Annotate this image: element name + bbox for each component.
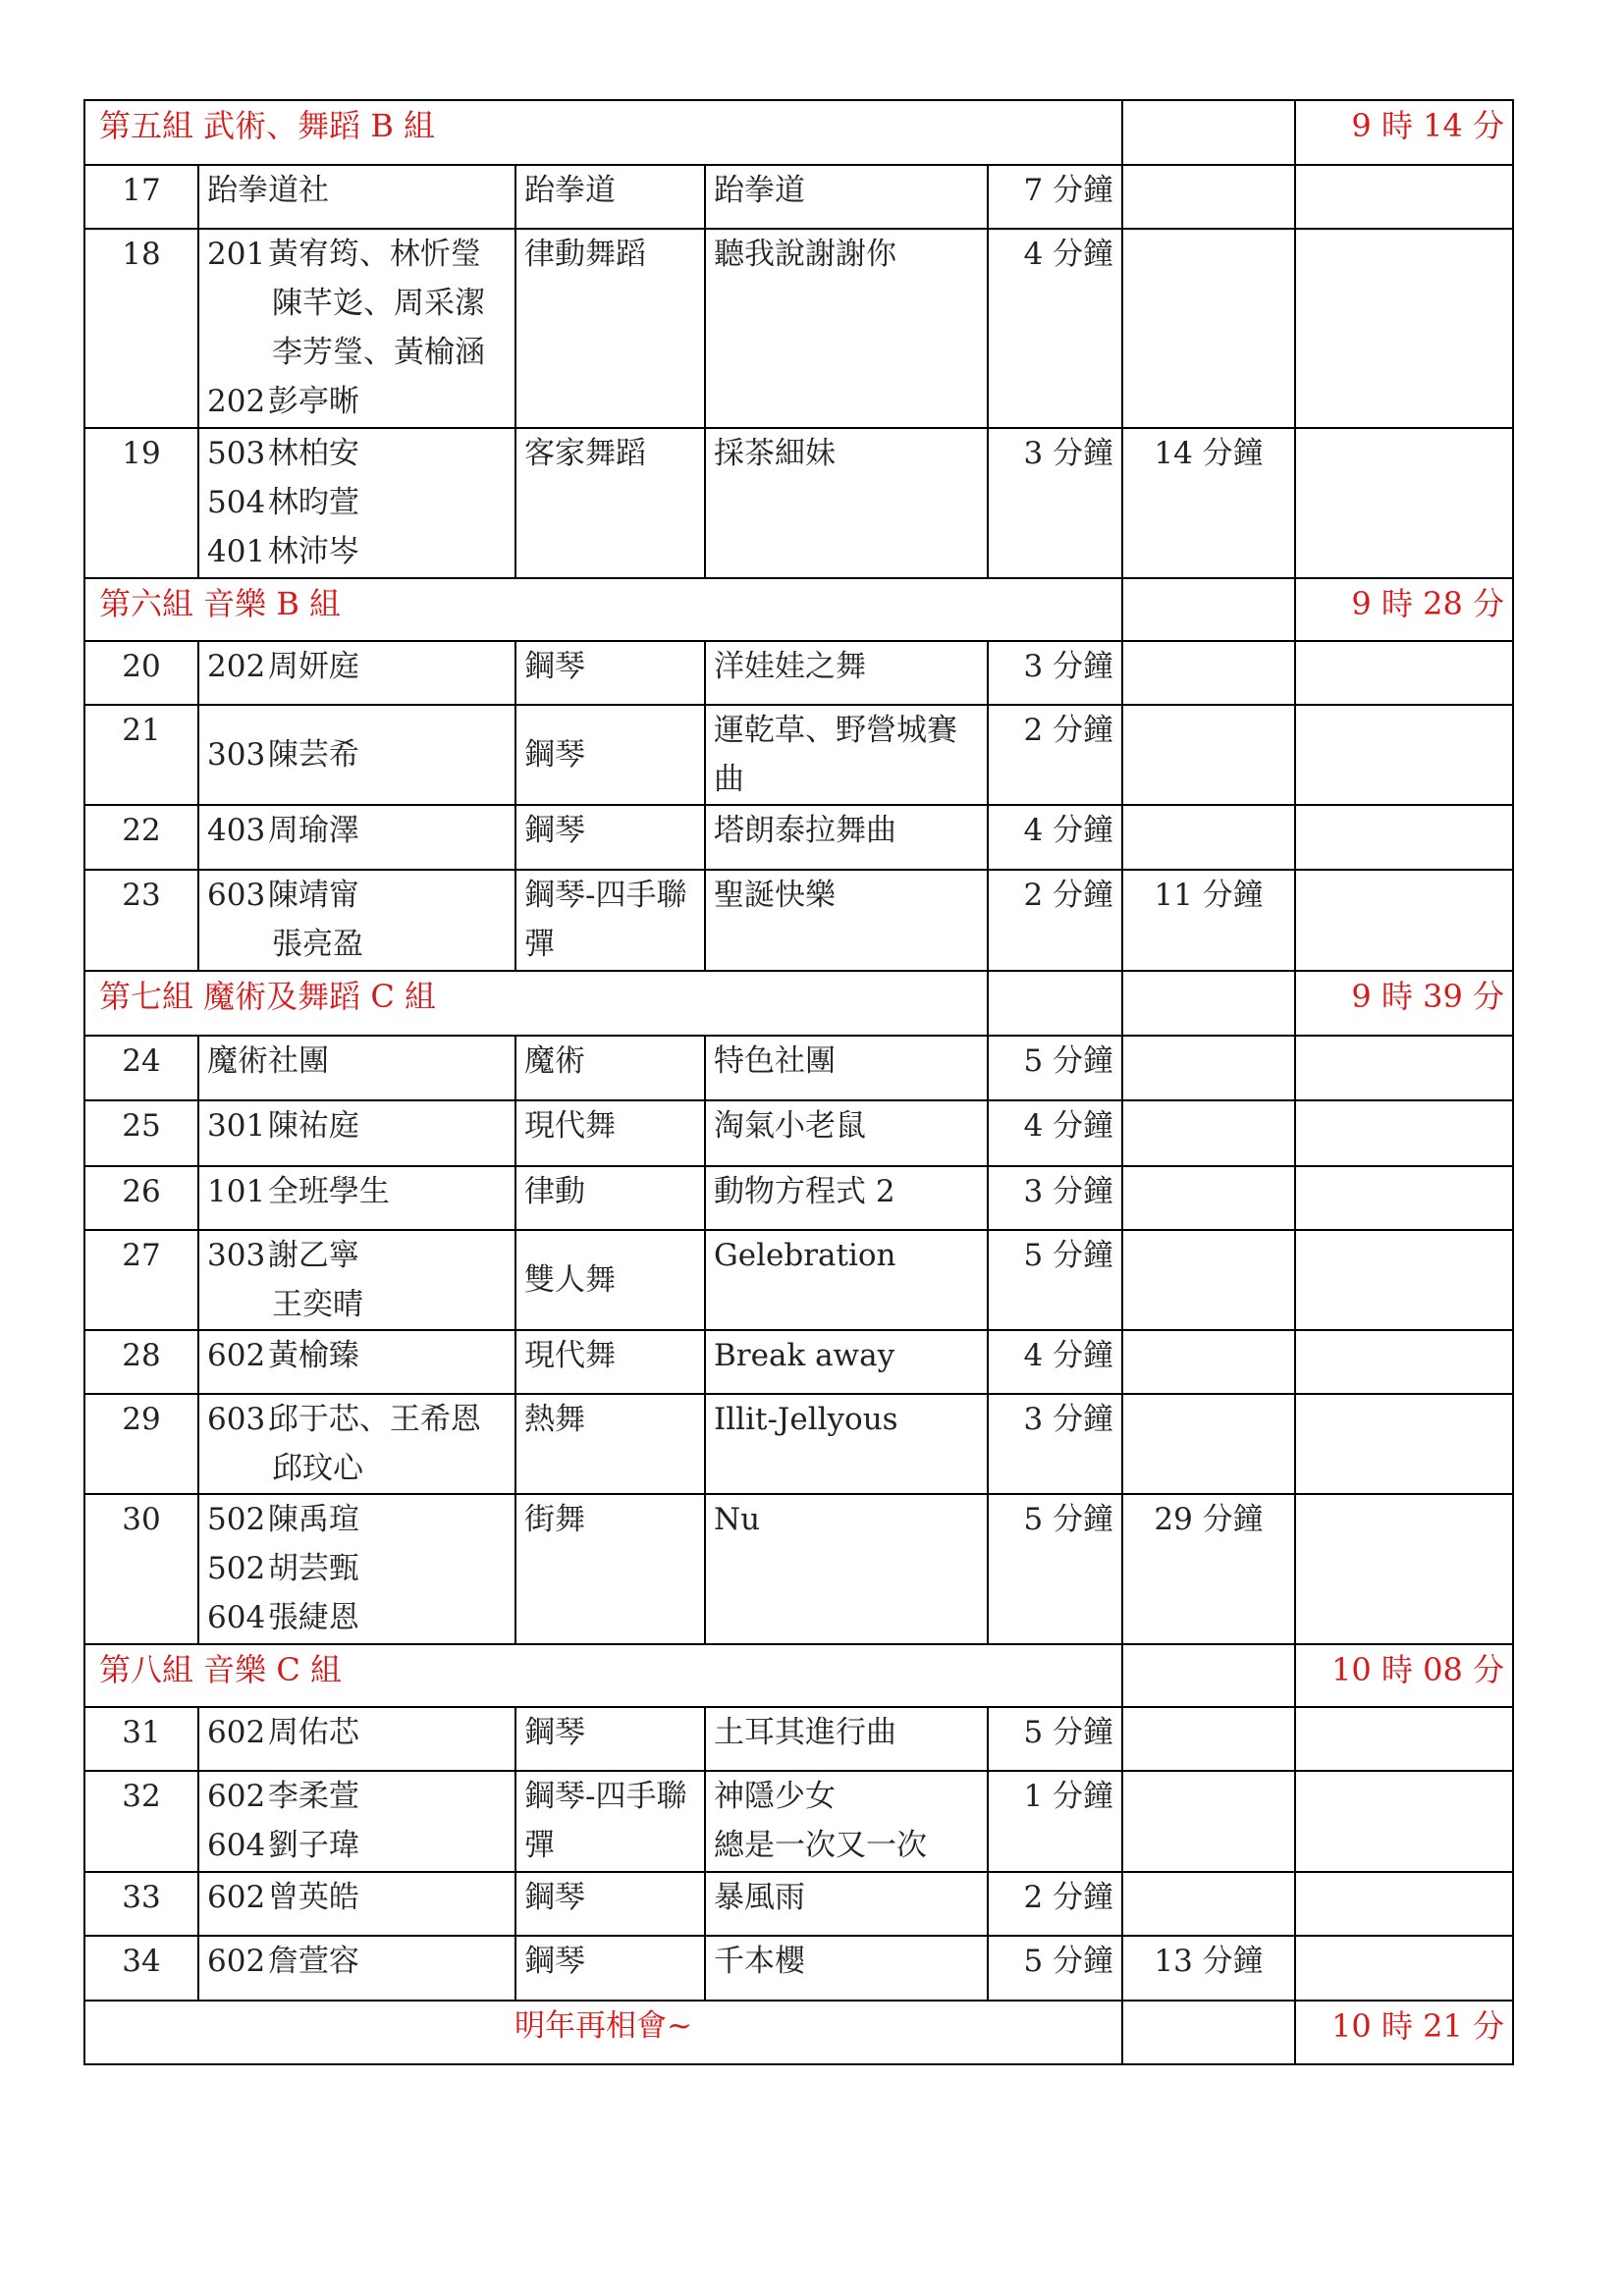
- group-start-time: 9 時 39 分: [1295, 971, 1513, 1036]
- class-number: 303: [207, 1238, 266, 1273]
- piece-title: [705, 1330, 988, 1394]
- piece-line: 特色社團: [714, 1043, 836, 1079]
- group-total: [1122, 1166, 1295, 1230]
- group-start-time: 10 時 08 分: [1295, 1644, 1513, 1707]
- empty-cell: [1122, 578, 1295, 641]
- program-row: [84, 1166, 1513, 1230]
- empty-cell: [1295, 805, 1513, 870]
- performers-cell: [198, 1394, 515, 1494]
- group-total: 14 分鐘: [1122, 428, 1295, 578]
- category: 跆拳道: [515, 165, 705, 229]
- performers-cell: [198, 229, 515, 428]
- class-number: 504: [207, 485, 266, 520]
- empty-cell: [1122, 971, 1295, 1036]
- performer-line: [207, 871, 507, 920]
- performer-names: 全班學生: [267, 1174, 390, 1209]
- piece-title: [705, 165, 988, 229]
- performer-names: 彭亭晰: [267, 384, 359, 419]
- empty-cell: [1295, 1100, 1513, 1166]
- performers-cell: [198, 1707, 515, 1771]
- empty-cell: [1295, 1707, 1513, 1771]
- empty-cell: [1122, 1644, 1295, 1707]
- group-total: [1122, 1872, 1295, 1936]
- class-number: 602: [207, 1715, 266, 1750]
- class-number: 403: [207, 813, 266, 848]
- program-row: [84, 641, 1513, 705]
- class-number: 502: [207, 1551, 266, 1586]
- program-row: [84, 165, 1513, 229]
- group-title: 第七組 魔術及舞蹈 C 組: [84, 971, 988, 1036]
- group-start-time: 9 時 28 分: [1295, 578, 1513, 641]
- group-total: [1122, 705, 1295, 805]
- performers-cell: [198, 1494, 515, 1644]
- item-number: 28: [84, 1330, 198, 1394]
- group-total: [1122, 1707, 1295, 1771]
- program-row: [84, 1771, 1513, 1872]
- category: 雙人舞: [515, 1230, 705, 1330]
- program-row: [84, 1936, 1513, 2001]
- item-number: 30: [84, 1494, 198, 1644]
- group-total: [1122, 165, 1295, 229]
- performer-names: 陳祐庭: [267, 1108, 359, 1144]
- performers-cell: [198, 1330, 515, 1394]
- piece-line: 跆拳道: [714, 173, 805, 208]
- group-title: 第八組 音樂 C 組: [84, 1644, 1122, 1707]
- empty-cell: [988, 971, 1122, 1036]
- program-row: [84, 1707, 1513, 1771]
- performer-names: 謝乙寧: [267, 1238, 359, 1273]
- piece-title: [705, 1166, 988, 1230]
- program-row: [84, 1230, 1513, 1330]
- duration: 2 分鐘: [988, 1872, 1122, 1936]
- group-total: 29 分鐘: [1122, 1494, 1295, 1644]
- category: 律動: [515, 1166, 705, 1230]
- performer-line: [207, 1544, 507, 1593]
- empty-cell: [1295, 1230, 1513, 1330]
- program-row: [84, 1036, 1513, 1100]
- item-number: 21: [84, 705, 198, 805]
- program-row: [84, 1100, 1513, 1166]
- category: 魔術: [515, 1036, 705, 1100]
- class-number: 602: [207, 1880, 266, 1915]
- empty-cell: [1122, 100, 1295, 165]
- class-number: 602: [207, 1338, 266, 1373]
- item-number: 34: [84, 1936, 198, 2001]
- category: 街舞: [515, 1494, 705, 1644]
- piece-title: [705, 1100, 988, 1166]
- empty-cell: [1295, 870, 1513, 971]
- performer-names: 林沛岑: [267, 534, 359, 569]
- performer-line: [207, 279, 507, 328]
- group-total: [1122, 1771, 1295, 1872]
- piece-title: [705, 1771, 988, 1872]
- duration: 2 分鐘: [988, 870, 1122, 971]
- performer-line: [207, 478, 507, 527]
- duration: 4 分鐘: [988, 1330, 1122, 1394]
- performer-line: [207, 1331, 507, 1380]
- item-number: 24: [84, 1036, 198, 1100]
- performers-cell: [198, 1230, 515, 1330]
- performers-cell: [198, 1036, 515, 1100]
- performer-names: 李柔萱: [267, 1779, 359, 1814]
- performer-line: [207, 806, 507, 855]
- group-header-row: [84, 971, 1513, 1036]
- piece-line: Gelebration: [714, 1238, 896, 1273]
- performer-line: [207, 920, 507, 969]
- performer-line: [207, 166, 507, 215]
- class-number: 602: [207, 1779, 266, 1814]
- empty-cell: [1295, 428, 1513, 578]
- class-number: 502: [207, 1502, 266, 1537]
- piece-line: 總是一次又一次: [714, 1828, 927, 1863]
- piece-line: 千本櫻: [714, 1944, 805, 1979]
- duration: 5 分鐘: [988, 1707, 1122, 1771]
- empty-cell: [1295, 1771, 1513, 1872]
- performer-line: [207, 1231, 507, 1280]
- category: 律動舞蹈: [515, 229, 705, 428]
- empty-cell: [1295, 229, 1513, 428]
- piece-title: [705, 805, 988, 870]
- duration: 5 分鐘: [988, 1936, 1122, 2001]
- item-number: 32: [84, 1771, 198, 1872]
- performers-cell: [198, 1771, 515, 1872]
- performer-names: 陳芸希: [267, 737, 359, 773]
- performer-line: [207, 1937, 507, 1986]
- duration: 5 分鐘: [988, 1494, 1122, 1644]
- piece-title: [705, 1872, 988, 1936]
- performer-names: 李芳瑩、黃榆涵: [272, 335, 485, 370]
- group-total: [1122, 1230, 1295, 1330]
- duration: 7 分鐘: [988, 165, 1122, 229]
- group-total: [1122, 1036, 1295, 1100]
- program-row: [84, 229, 1513, 428]
- duration: 3 分鐘: [988, 641, 1122, 705]
- program-row: [84, 705, 1513, 805]
- performer-line: [207, 1708, 507, 1757]
- duration: 5 分鐘: [988, 1036, 1122, 1100]
- class-number: 101: [207, 1174, 266, 1209]
- performer-names: 劉子瑋: [267, 1828, 359, 1863]
- item-number: 26: [84, 1166, 198, 1230]
- duration: 4 分鐘: [988, 805, 1122, 870]
- group-header-row: [84, 578, 1513, 641]
- performer-names: 曾英皓: [267, 1880, 359, 1915]
- piece-line: 採茶細妹: [714, 436, 836, 471]
- group-total: [1122, 229, 1295, 428]
- category: 鋼琴-四手聯彈: [515, 1771, 705, 1872]
- performer-line: [207, 527, 507, 576]
- piece-line: 運乾草、野營城賽: [714, 713, 957, 748]
- performer-names: 跆拳道社: [207, 173, 329, 208]
- piece-title: [705, 870, 988, 971]
- item-number: 33: [84, 1872, 198, 1936]
- performer-names: 黃榆臻: [267, 1338, 359, 1373]
- duration: 3 分鐘: [988, 1166, 1122, 1230]
- class-number: 603: [207, 1402, 266, 1437]
- piece-line: Illit-Jellyous: [714, 1402, 898, 1437]
- duration: 3 分鐘: [988, 1394, 1122, 1494]
- category: 熱舞: [515, 1394, 705, 1494]
- program-body: [84, 100, 1513, 2064]
- performer-names: 邱玟心: [272, 1451, 363, 1486]
- performer-names: 周妍庭: [267, 649, 359, 684]
- empty-cell: [1295, 1330, 1513, 1394]
- end-time: 10 時 21 分: [1295, 2001, 1513, 2064]
- performer-line: [207, 230, 507, 279]
- performer-names: 王奕晴: [272, 1287, 363, 1322]
- performer-names: 周瑜澤: [267, 813, 359, 848]
- performer-line: [207, 1037, 507, 1086]
- category: 鋼琴: [515, 641, 705, 705]
- class-number: 503: [207, 436, 266, 471]
- group-total: [1122, 641, 1295, 705]
- duration: 1 分鐘: [988, 1771, 1122, 1872]
- duration: 4 分鐘: [988, 1100, 1122, 1166]
- performer-names: 張亮盈: [272, 927, 363, 962]
- performer-names: 邱于芯、王希恩: [267, 1402, 481, 1437]
- performers-cell: [198, 870, 515, 971]
- piece-line: Nu: [714, 1502, 761, 1537]
- performer-names: 陳靖甯: [267, 878, 359, 913]
- performer-names: 魔術社團: [207, 1043, 329, 1079]
- program-row: [84, 805, 1513, 870]
- piece-title: [705, 1936, 988, 2001]
- performer-line: [207, 1593, 507, 1642]
- class-number: 603: [207, 878, 266, 913]
- program-table: [83, 99, 1514, 2065]
- performer-line: [207, 1772, 507, 1821]
- class-number: 301: [207, 1108, 266, 1144]
- performer-line: [207, 642, 507, 691]
- piece-line: 聽我說謝謝你: [714, 237, 896, 272]
- performer-line: [207, 1821, 507, 1870]
- program-row: [84, 870, 1513, 971]
- item-number: 19: [84, 428, 198, 578]
- duration: 2 分鐘: [988, 705, 1122, 805]
- program-row: [84, 1330, 1513, 1394]
- program-row: [84, 1872, 1513, 1936]
- class-number: 602: [207, 1944, 266, 1979]
- empty-cell: [1295, 1394, 1513, 1494]
- performer-names: 周佑芯: [267, 1715, 359, 1750]
- empty-cell: [1122, 2001, 1295, 2064]
- performer-names: 林柏安: [267, 436, 359, 471]
- performers-cell: [198, 1936, 515, 2001]
- item-number: 17: [84, 165, 198, 229]
- piece-title: [705, 1230, 988, 1330]
- piece-line: 淘氣小老鼠: [714, 1108, 866, 1144]
- duration: 4 分鐘: [988, 229, 1122, 428]
- category: 鋼琴-四手聯彈: [515, 870, 705, 971]
- piece-title: [705, 1036, 988, 1100]
- piece-line: 塔朗泰拉舞曲: [714, 813, 896, 848]
- duration: 3 分鐘: [988, 428, 1122, 578]
- group-title: 第五組 武術、舞蹈 B 組: [84, 100, 1122, 165]
- item-number: 31: [84, 1707, 198, 1771]
- category: 鋼琴: [515, 1707, 705, 1771]
- performer-names: 林昀萱: [267, 485, 359, 520]
- program-row: [84, 428, 1513, 578]
- class-number: 202: [207, 649, 266, 684]
- program-row: [84, 1494, 1513, 1644]
- piece-line: 聖誕快樂: [714, 878, 836, 913]
- piece-line: 曲: [714, 762, 744, 797]
- class-number: 401: [207, 534, 266, 569]
- piece-title: [705, 705, 988, 805]
- closing-message: 明年再相會~: [84, 2001, 1122, 2064]
- group-title: 第六組 音樂 B 組: [84, 578, 1122, 641]
- item-number: 27: [84, 1230, 198, 1330]
- performer-line: [207, 429, 507, 478]
- item-number: 18: [84, 229, 198, 428]
- empty-cell: [1295, 1936, 1513, 2001]
- category: 鋼琴: [515, 1872, 705, 1936]
- group-total: [1122, 1330, 1295, 1394]
- item-number: 23: [84, 870, 198, 971]
- group-total: 11 分鐘: [1122, 870, 1295, 971]
- empty-cell: [1295, 1872, 1513, 1936]
- item-number: 22: [84, 805, 198, 870]
- item-number: 29: [84, 1394, 198, 1494]
- piece-line: 土耳其進行曲: [714, 1715, 896, 1750]
- empty-cell: [1295, 1166, 1513, 1230]
- group-total: [1122, 805, 1295, 870]
- empty-cell: [1295, 1036, 1513, 1100]
- performers-cell: [198, 641, 515, 705]
- piece-line: 動物方程式 2: [714, 1174, 895, 1209]
- performer-line: [207, 1167, 507, 1216]
- category: 現代舞: [515, 1330, 705, 1394]
- group-start-time: 9 時 14 分: [1295, 100, 1513, 165]
- item-number: 20: [84, 641, 198, 705]
- performers-cell: [198, 705, 515, 805]
- piece-title: [705, 1707, 988, 1771]
- group-total: [1122, 1394, 1295, 1494]
- class-number: 202: [207, 384, 266, 419]
- class-number: 201: [207, 237, 266, 272]
- empty-cell: [1295, 165, 1513, 229]
- piece-line: 洋娃娃之舞: [714, 649, 866, 684]
- class-number: 303: [207, 737, 266, 773]
- group-total: 13 分鐘: [1122, 1936, 1295, 2001]
- category: 客家舞蹈: [515, 428, 705, 578]
- performer-names: 張緁恩: [267, 1600, 359, 1635]
- performer-line: [207, 1395, 507, 1444]
- performer-line: [207, 1495, 507, 1544]
- performer-names: 詹萱容: [267, 1944, 359, 1979]
- performer-line: [207, 1101, 507, 1150]
- piece-line: 暴風雨: [714, 1880, 805, 1915]
- class-number: 604: [207, 1600, 266, 1635]
- performers-cell: [198, 805, 515, 870]
- performer-line: [207, 377, 507, 426]
- piece-title: [705, 428, 988, 578]
- category: 現代舞: [515, 1100, 705, 1166]
- duration: 5 分鐘: [988, 1230, 1122, 1330]
- performers-cell: [198, 1166, 515, 1230]
- empty-cell: [1295, 1494, 1513, 1644]
- program-row: [84, 1394, 1513, 1494]
- empty-cell: [1295, 641, 1513, 705]
- performer-line: [207, 328, 507, 377]
- piece-line: Break away: [714, 1338, 895, 1373]
- item-number: 25: [84, 1100, 198, 1166]
- empty-cell: [1295, 705, 1513, 805]
- performers-cell: [198, 428, 515, 578]
- class-number: 604: [207, 1828, 266, 1863]
- piece-title: [705, 641, 988, 705]
- performer-line: [207, 1280, 507, 1329]
- group-total: [1122, 1100, 1295, 1166]
- performer-names: 陳芊彣、周采潔: [272, 286, 485, 321]
- performer-names: 黃宥筠、林忻瑩: [267, 237, 481, 272]
- performers-cell: [198, 1100, 515, 1166]
- closing-row: [84, 2001, 1513, 2064]
- category: 鋼琴: [515, 705, 705, 805]
- performer-line: [207, 1444, 507, 1493]
- performers-cell: [198, 1872, 515, 1936]
- group-header-row: [84, 100, 1513, 165]
- performers-cell: [198, 165, 515, 229]
- category: 鋼琴: [515, 1936, 705, 2001]
- piece-title: [705, 1494, 988, 1644]
- piece-title: [705, 1394, 988, 1494]
- performer-names: 胡芸甄: [267, 1551, 359, 1586]
- performer-line: [207, 1873, 507, 1922]
- piece-line: 神隱少女: [714, 1779, 836, 1814]
- performer-names: 陳禹瑄: [267, 1502, 359, 1537]
- group-header-row: [84, 1644, 1513, 1707]
- piece-title: [705, 229, 988, 428]
- category: 鋼琴: [515, 805, 705, 870]
- performer-line: [207, 730, 507, 779]
